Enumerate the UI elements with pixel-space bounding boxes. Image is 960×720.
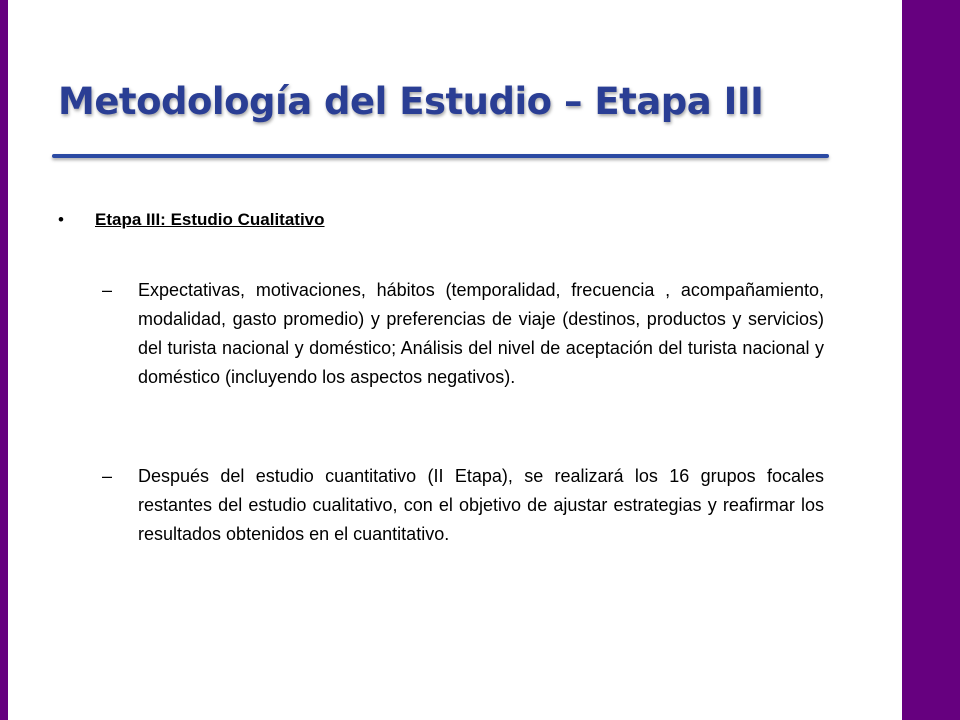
slide-title: Metodología del Estudio – Etapa III — [58, 80, 764, 123]
bullet-item — [58, 210, 325, 230]
left-frame-bar — [0, 0, 8, 720]
right-frame-bar — [902, 0, 960, 720]
sub-item-dash: – — [102, 280, 113, 300]
sub-item-focus-groups — [102, 462, 824, 549]
sub-item-text: Expectativas, motivaciones, hábitos (temporalidad, frecuencia , acompañamiento, modalidad, gasto promedio) y preferencias de viaje (destinos, productos y servicios) del turista nacional y doméstico; Análisis del nivel de aceptación del turista nacional y doméstico (incluyendo los aspectos negativos). — [138, 280, 824, 387]
sub-item-text: Después del estudio cuantitativo (II Etapa), se realizará los 16 grupos focales restantes del estudio cualitativo, con el objetivo de ajustar estrategias y reafirmar los resultados obtenidos en el cuantitativo. — [138, 466, 824, 544]
bullet-marker: • — [58, 210, 64, 229]
title-underline-rule — [52, 154, 829, 158]
sub-item-dash: – — [102, 466, 113, 486]
bullet-heading: Etapa III: Estudio Cualitativo — [95, 210, 325, 229]
sub-item-expectations — [102, 276, 824, 392]
